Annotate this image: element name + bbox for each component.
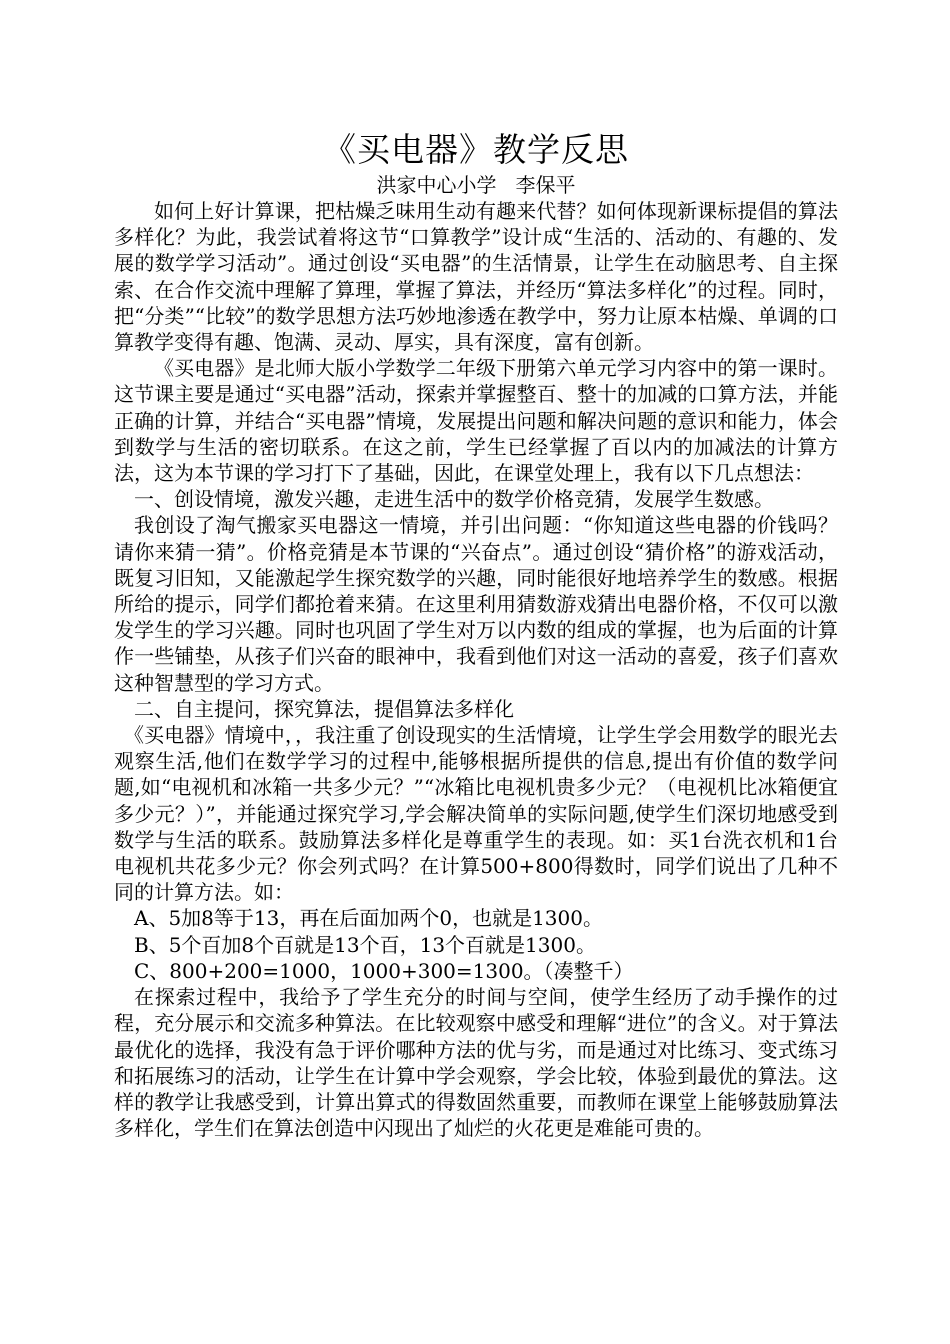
method-c: C、800+200=1000，1000+300=1300。（凑整千） (134, 958, 634, 983)
document-title: 《买电器》教学反思 (323, 130, 629, 169)
section-heading-2: 二、自主提问，探究算法，提倡算法多样化 (134, 696, 514, 721)
method-b: B、5个百加8个百就是13个百，13个百就是1300。 (134, 932, 596, 957)
document-page (114, 128, 838, 1141)
paragraph-lesson-overview: 《买电器》是北师大版小学数学二年级下册第六单元学习内容中的第一课时。这节课主要是通过“买电器”活动，探索并掌握整百、整十的加减的口算方法，并能正确的计算，并结合“买电器”情境，发展提出问题和解决问题的意识和能力，体会到数学与生活的密切联系。在这之前，学生已经掌握了百以内的加减法的计算方法，这为本节课的学习打下了基础，因此，在课堂处理上，我有以下几点想法： (114, 356, 838, 486)
author-byline: 洪家中心小学 李保平 (376, 173, 576, 197)
document-body (114, 198, 838, 1141)
paragraph-intro: 如何上好计算课，把枯燥乏味用生动有趣来代替？如何体现新课标提倡的算法多样化？为此，我尝试着将这节“口算教学”设计成“生活的、活动的、有趣的、发展的数学学习活动”。通过创设“买电器”的生活情景，让学生在动脑思考、自主探索、在合作交流中理解了算理，掌握了算法，并经历“算法多样化”的过程。同时，把“分类”“比较”的数学思想方法巧妙地渗透在教学中，努力让原本枯燥、单调的口算教学变得有趣、饱满、灵动、厚实，具有深度，富有创新。 (114, 199, 838, 355)
paragraph-section-2: 《买电器》情境中，，我注重了创设现实的生活情境，让学生学会用数学的眼光去观察生活,他们在数学学习的过程中,能够根据所提供的信息,提出有价值的数学问题,如“电视机和冰箱一共多少元？”“冰箱比电视机贵多少元？（电视机比冰箱便宜多少元？）”，并能通过探究学习,学会解决简单的实际问题,使学生们深切地感受到数学与生活的联系。鼓励算法多样化是尊重学生的表现。如：买1台洗衣机和1台电视机共花多少元？你会列式吗？在计算500+800得数时，同学们说出了几种不同的计算方法。如： (114, 723, 838, 905)
section-heading-1: 一、创设情境，激发兴趣，走进生活中的数学价格竞猜，发展学生数感。 (134, 487, 774, 512)
method-a: A、5加8等于13，再在后面加两个0，也就是1300。 (134, 906, 603, 931)
paragraph-section-1: 我创设了淘气搬家买电器这一情境，并引出问题：“你知道这些电器的价钱吗？请你来猜一猜”。价格竞猜是本节课的“兴奋点”。通过创设“猜价格”的游戏活动，既复习旧知，又能激起学生探究数学的兴趣，同时能很好地培养学生的数感。根据所给的提示，同学们都抢着来猜。在这里利用猜数游戏猜出电器价格，不仅可以激发学生的学习兴趣。同时也巩固了学生对万以内数的组成的掌握，也为后面的计算作一些铺垫，从孩子们兴奋的眼神中，我看到他们对这一活动的喜爱，孩子们喜欢这种智慧型的学习方式。 (114, 513, 838, 695)
paragraph-conclusion: 在探索过程中，我给予了学生充分的时间与空间，使学生经历了动手操作的过程，充分展示和交流多种算法。在比较观察中感受和理解“进位”的含义。对于算法最优化的选择，我没有急于评价哪种方法的优与劣，而是通过对比练习、变式练习和拓展练习的活动，让学生在计算中学会观察，学会比较，体验到最优的算法。这样的教学让我感受到，计算出算式的得数固然重要，而教师在课堂上能够鼓励算法多样化，学生们在算法创造中闪现出了灿烂的火花更是难能可贵的。 (114, 985, 838, 1141)
